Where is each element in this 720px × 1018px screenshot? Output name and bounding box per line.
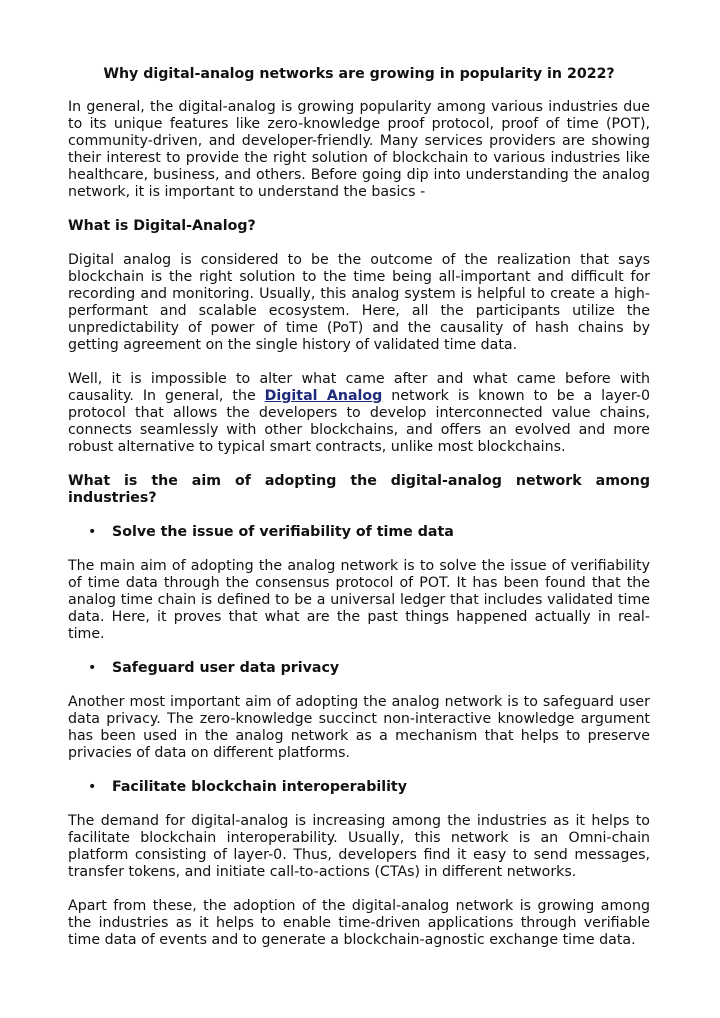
- paragraph-causality: [68, 371, 650, 456]
- bullet-item-verifiability: [68, 524, 650, 541]
- bullet-icon: •: [88, 779, 97, 795]
- bullet-label: Facilitate blockchain interoperability: [112, 779, 407, 795]
- paragraph-definition: Digital analog is considered to be the outcome of the realization that says blockchain is the right solution to the time being all-important and difficult for recording and monitoring. Usually, this analog system is helpful to create a high-performant and scalable ecosystem. Here, all the participants utilize the unpredictability of power of time (PoT) and the causality of hash chains by getting agreement on the single history of validated time data.: [68, 252, 650, 353]
- bullet-item-interoperability: [68, 779, 650, 796]
- section-heading-aim: What is the aim of adopting the digital-analog network among industries?: [68, 473, 650, 506]
- document-title: Why digital-analog networks are growing in popularity in 2022?: [103, 66, 615, 82]
- paragraph-interoperability: The demand for digital-analog is increasing among the industries as it helps to facilitate blockchain interoperability. Usually, this network is an Omni-chain platform consisting of layer-0. Thus, developers find it easy to send messages, transfer tokens, and initiate call-to-actions (CTAs) in different networks.: [68, 813, 650, 880]
- digital-analog-link[interactable]: Digital Analog: [264, 388, 383, 404]
- paragraph-causality-after: network is known to be a layer-0 protocol that allows the developers to develop interconnected value chains, connects seamlessly with other blockchains, and offers an evolved and more robust alternative to typical smart contracts, unlike most blockchains.: [68, 388, 650, 455]
- paragraph-verifiability: The main aim of adopting the analog network is to solve the issue of verifiability of time data through the consensus protocol of POT. It has been found that the analog time chain is defined to be a universal ledger that includes validated time data. Here, it proves that what are the past things happened actually in real-time.: [68, 558, 650, 642]
- bullet-icon: •: [88, 660, 97, 676]
- section-heading-what-is: What is Digital-Analog?: [68, 218, 256, 234]
- paragraph-privacy: Another most important aim of adopting the analog network is to safeguard user data privacy. The zero-knowledge succinct non-interactive knowledge argument has been used in the analog network as a mechanism that helps to preserve privacies of data on different platforms.: [68, 694, 650, 761]
- bullet-item-privacy: [68, 660, 650, 677]
- paragraph-conclusion: Apart from these, the adoption of the digital-analog network is growing among the industries as it helps to enable time-driven applications through verifiable time data of events and to generate a blockchain-agnostic exchange time data.: [68, 898, 650, 948]
- paragraph-causality-before: Well, it is impossible to alter what came after and what came before with causality. In general, the: [68, 371, 650, 404]
- bullet-label: Safeguard user data privacy: [112, 660, 340, 676]
- intro-paragraph: In general, the digital-analog is growing popularity among various industries due to its unique features like zero-knowledge proof protocol, proof of time (POT), community-driven, and developer-friendly. Many services providers are showing their interest to provide the right solution of blockchain to various industries like healthcare, business, and others. Before going dip into understanding the analog network, it is important to understand the basics -: [68, 99, 650, 200]
- bullet-label: Solve the issue of verifiability of time data: [112, 524, 454, 540]
- document-page: [68, 66, 650, 966]
- bullet-icon: •: [88, 524, 97, 540]
